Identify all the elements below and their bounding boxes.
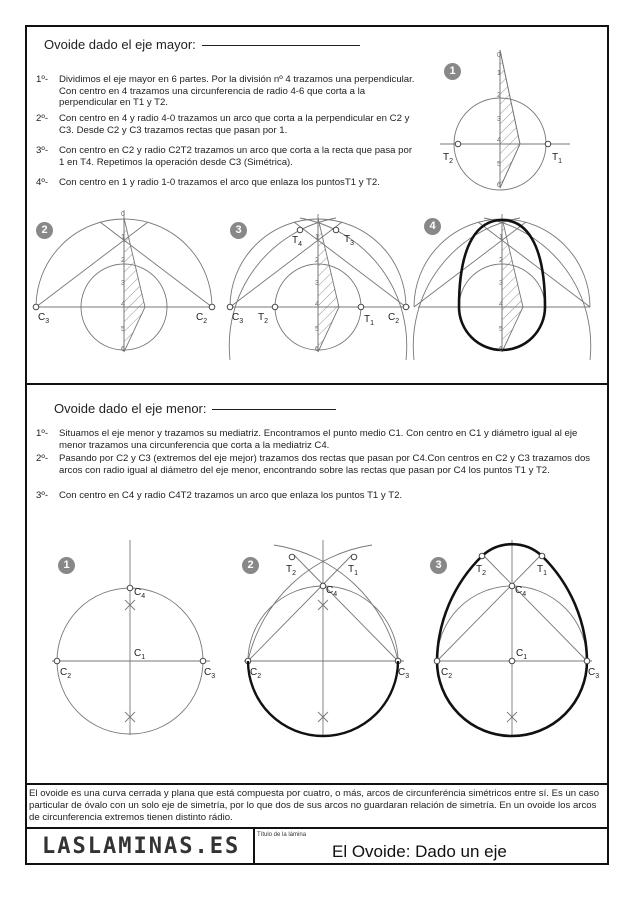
label-t2: $T_2$ (443, 152, 454, 165)
fig3-label-c2: $C_2$ (388, 312, 400, 325)
svg-text:5: 5 (315, 326, 319, 333)
svg-text:1: 1 (499, 234, 503, 241)
major-step-1: 1º- Dividimos el eje mayor en 6 partes. Por la división nº 4 trazamos una perpendicular. Con centro en 4 trazamos una circunferencia de radio 4-6 que corta a la perpendicular en T1 y T2. (36, 74, 415, 108)
m3-label-c2: $C_2$ (441, 667, 453, 680)
svg-text:3: 3 (499, 280, 503, 287)
sheet-title: El Ovoide: Dado un eje (332, 842, 507, 861)
svg-text:4: 4 (315, 301, 319, 308)
step-badge-2: 2 (36, 222, 53, 239)
svg-text:0: 0 (121, 211, 125, 218)
minor-axis-title: Ovoide dado el eje menor: (54, 401, 336, 416)
minor-step-1: 1º- Situamos el eje menor y trazamos su mediatriz. Encontramos el punto medio C1. Con centro en C1 y diámetro igual al eje menor trazamos una circunferencia que corta a la mediatriz C4. (36, 428, 578, 451)
minor-badge-3: 3 (430, 557, 447, 574)
m3-label-c3: $C_3$ (588, 667, 600, 680)
m2-label-c3: $C_3$ (398, 667, 410, 680)
intro-paragraph: El ovoide es una curva cerrada y plana que está compuesta por cuatro, o más, arcos de circunferéncia simétricos entre sí. Es un caso particular de óvalo con un solo eje de simetría, por lo que dos de sus arcos no guardaran relación de simetría. En un ovoide los arcos de circunferencia extremos tienen distinto rádio. (29, 788, 600, 823)
major-figure-1 (440, 50, 570, 190)
step-badge-3: 3 (230, 222, 247, 239)
svg-text:6: 6 (499, 346, 503, 353)
major-step-2: 2º- Con centro en 4 y radio 4-0 trazamos un arco que corta a la perpendicular en C2 y C3. Desde C2 y C3 trazamos rectas que pasan por 1. (36, 113, 410, 136)
svg-text:1: 1 (497, 70, 501, 77)
step-badge-4: 4 (424, 218, 441, 235)
m2-label-t1: $T_1$ (348, 564, 359, 577)
m2-label-t2: $T_2$ (286, 564, 297, 577)
m3-label-t1: $T_1$ (537, 564, 548, 577)
fig2-label-c2: $C_2$ (196, 312, 208, 325)
m3-label-t2: $T_2$ (476, 564, 487, 577)
svg-text:2: 2 (499, 257, 503, 264)
svg-text:3: 3 (315, 280, 319, 287)
svg-text:2: 2 (315, 257, 319, 264)
major-step-3: 3º- Con centro en C2 y radio C2T2 trazamos un arco que corta a la recta que pasa por 1 en T4. Repetimos la operación desde C3 (Simétrica). (36, 145, 413, 168)
svg-text:1: 1 (315, 234, 319, 241)
svg-text:3: 3 (121, 280, 125, 287)
svg-text:5: 5 (121, 326, 125, 333)
svg-text:0: 0 (497, 52, 501, 59)
fig3-label-t1: $T_1$ (364, 314, 375, 327)
svg-text:6: 6 (121, 346, 125, 353)
svg-text:6: 6 (315, 346, 319, 353)
m1-label-c3: $C_3$ (204, 667, 216, 680)
svg-text:3: 3 (497, 116, 501, 123)
major-step-4: 4º- Con centro en 1 y radio 1-0 trazamos el arco que enlaza los puntosT1 y T2. (36, 177, 380, 188)
minor-badge-1: 1 (58, 557, 75, 574)
site-logo: LASLAMINAS.ES (42, 834, 241, 859)
svg-text:4: 4 (499, 301, 503, 308)
major-axis-title: Ovoide dado el eje mayor: (44, 37, 360, 52)
m1-label-c2: $C_2$ (60, 667, 72, 680)
title-label: Título de la lámina (257, 832, 307, 838)
m2-label-c2: $C_2$ (250, 667, 262, 680)
minor-figure-2 (244, 540, 404, 736)
svg-text:4: 4 (121, 301, 125, 308)
m2-label-c4: $C_4$ (326, 585, 338, 598)
step-badge-1: 1 (444, 63, 461, 80)
fig2-label-c3: $C_3$ (38, 312, 50, 325)
minor-step-3: 3º- Con centro en C4 y radio C4T2 trazamos un arco que enlaza los puntos T1 y T2. (36, 490, 403, 501)
m3-label-c1: $C_1$ (516, 648, 528, 661)
minor-figure-3 (434, 540, 592, 736)
minor-step-2: 2º- Pasando por C2 y C3 (extremos del eje mejor) trazamos dos rectas que pasan por C4.Con centros en C2 y C3 trazamos dos arcos con radio igual al diámetro del eje menor, encontrando sobre las rectas que pasan por C4 los puntos T1 y T2. (36, 453, 591, 476)
m3-label-c4: $C_4$ (515, 585, 527, 598)
svg-text:2: 2 (121, 257, 125, 264)
fig3-label-t3: $T_3$ (344, 234, 355, 247)
svg-text:6: 6 (497, 182, 501, 189)
svg-text:1: 1 (121, 234, 125, 241)
m1-label-c1: $C_1$ (134, 648, 146, 661)
fig3-label-t4: $T_4$ (292, 235, 303, 248)
svg-text:5: 5 (497, 161, 501, 168)
svg-text:2: 2 (497, 92, 501, 99)
svg-text:5: 5 (499, 326, 503, 333)
fig3-label-t2: $T_2$ (258, 312, 269, 325)
fig3-label-c3: $C_3$ (232, 312, 244, 325)
m1-label-c4: $C_4$ (134, 587, 146, 600)
label-t1: $T_1$ (552, 152, 563, 165)
minor-figure-1 (52, 540, 210, 735)
svg-text:4: 4 (497, 137, 501, 144)
minor-badge-2: 2 (242, 557, 259, 574)
